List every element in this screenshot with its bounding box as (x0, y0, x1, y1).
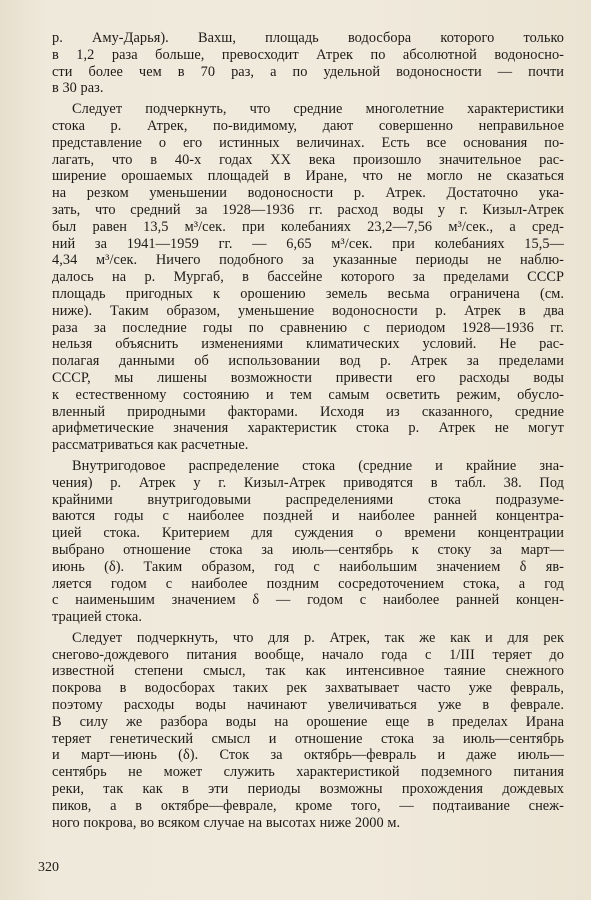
text-line: с наименьшим значением δ — годом с наиболее ранней концен- (52, 592, 564, 609)
text-line: сентябрь не может служить характеристикой подземного питания (52, 764, 564, 781)
text-line: поэтому расходы воды начинают увеличиваться уже в феврале. (52, 697, 564, 714)
text-line: далось на р. Мургаб, в бассейне которого за пределами СССР (52, 269, 564, 286)
text-line: Внутригодовое распределение стока (средние и крайние зна- (72, 457, 564, 474)
text-line: нельзя объяснить изменениями климатических условий. Не рас- (52, 336, 564, 353)
text-line: полагая данными об использовании вод р. Атрек за пределами (52, 353, 564, 370)
text-line: в 30 раз. (52, 80, 104, 97)
paragraph (52, 101, 564, 454)
text-line: чения) р. Атрек у г. Кизыл-Атрек приводятся в табл. 38. Под (52, 474, 564, 491)
text-line: 4,34 м³/сек. Ничего подобного за указанные периоды не наблю- (52, 252, 564, 269)
text-line: покрова в водосборах таких рек захватывает часто уже февраль, (52, 680, 564, 697)
text-line: к естественному состоянию и тем самым осветить режим, обусло- (52, 386, 564, 403)
text-line: был равен 13,5 м³/сек. при колебаниях 23,2—7,56 м³/сек., а сред- (52, 218, 564, 235)
text-line: раза за последние годы по сравнению с периодом 1928—1936 гг. (52, 319, 564, 336)
text-line: представление о его истинных величинах. Есть все основания по- (52, 134, 564, 151)
text-line: площадь пригодных к орошению земель весьма ограничена (см. (52, 285, 564, 302)
text-line: пиков, а в октябре—феврале, кроме того, — подтаивание снеж- (52, 797, 564, 814)
text-line: на резком уменьшении водоносности р. Атрек. Достаточно ука- (52, 185, 564, 202)
text-line: арифметические значения характеристик стока р. Атрек не могут (52, 420, 564, 437)
text-line: рассматриваться как расчетные. (52, 437, 249, 454)
text-line: сти более чем в 70 раз, а по удельной водоносности — почти (52, 63, 564, 80)
text-line: цией стока. Критерием для суждения о времени концентрации (52, 525, 564, 542)
text-line: Следует подчеркнуть, что средние многолетние характеристики (72, 101, 564, 118)
text-line: вленный природными факторами. Исходя из сказанного, средние (52, 403, 564, 420)
paragraph (52, 458, 564, 626)
text-line: и март—июнь (δ). Сток за октябрь—февраль и даже июль— (52, 747, 564, 764)
text-line: трацией стока. (52, 609, 142, 626)
text-line: июнь (δ). Таким образом, год с наибольшим значением δ яв- (52, 558, 564, 575)
text-line: снегово-дождевого питания вообще, начало года с 1/III теряет до (52, 646, 564, 663)
text-line: СССР, мы лишены возможности привести его расходы воды (52, 369, 564, 386)
page-number: 320 (38, 860, 59, 875)
text-line: ваются годы с наиболее поздней и наиболее ранней концентра- (52, 508, 564, 525)
text-line: реки, так как в эти периоды возможны прохождения дождевых (52, 781, 564, 798)
text-line: лагать, что в 40-х годах XX века произошло значительное рас- (52, 151, 564, 168)
text-line: ширение орошаемых площадей в Иране, что не могло не сказаться (52, 168, 564, 185)
text-line: ного покрова, во всяком случае на высотах ниже 2000 м. (52, 814, 401, 831)
text-line: р. Аму-Дарья). Вахш, площадь водосбора которого только (52, 30, 564, 46)
text-line: ниже). Таким образом, уменьшение водоносности р. Атрек в два (52, 302, 564, 319)
text-line: зать, что средний за 1928—1936 гг. расход воды у г. Кизыл-Атрек (52, 201, 564, 218)
text-line: теряет генетический смысл и отношение стока за июль—сентябрь (52, 730, 564, 747)
text-line: в 1,2 раза больше, превосходит Атрек по абсолютной водоносно- (52, 46, 564, 63)
text-line: Следует подчеркнуть, что для р. Атрек, так же как и для рек (72, 629, 564, 646)
text-line: выбрано отношение стока за июль—сентябрь к стоку за март— (52, 541, 564, 558)
text-line: известной степени смысл, так как интенсивное таяние снежного (52, 663, 564, 680)
text-line: ляется годом с наиболее поздним сосредоточением стока, а год (52, 575, 564, 592)
body-text (52, 30, 564, 831)
text-line: ний за 1941—1959 гг. — 6,65 м³/сек. при колебаниях 15,5— (52, 235, 564, 252)
paragraph (52, 30, 564, 97)
text-line: крайними внутригодовыми распределениями стока подразуме- (52, 491, 564, 508)
text-line: В силу же разбора воды на орошение еще в пределах Ирана (52, 713, 564, 730)
text-line: стока р. Атрек, по-видимому, дают совершенно неправильное (52, 117, 564, 134)
paragraph (52, 630, 564, 832)
